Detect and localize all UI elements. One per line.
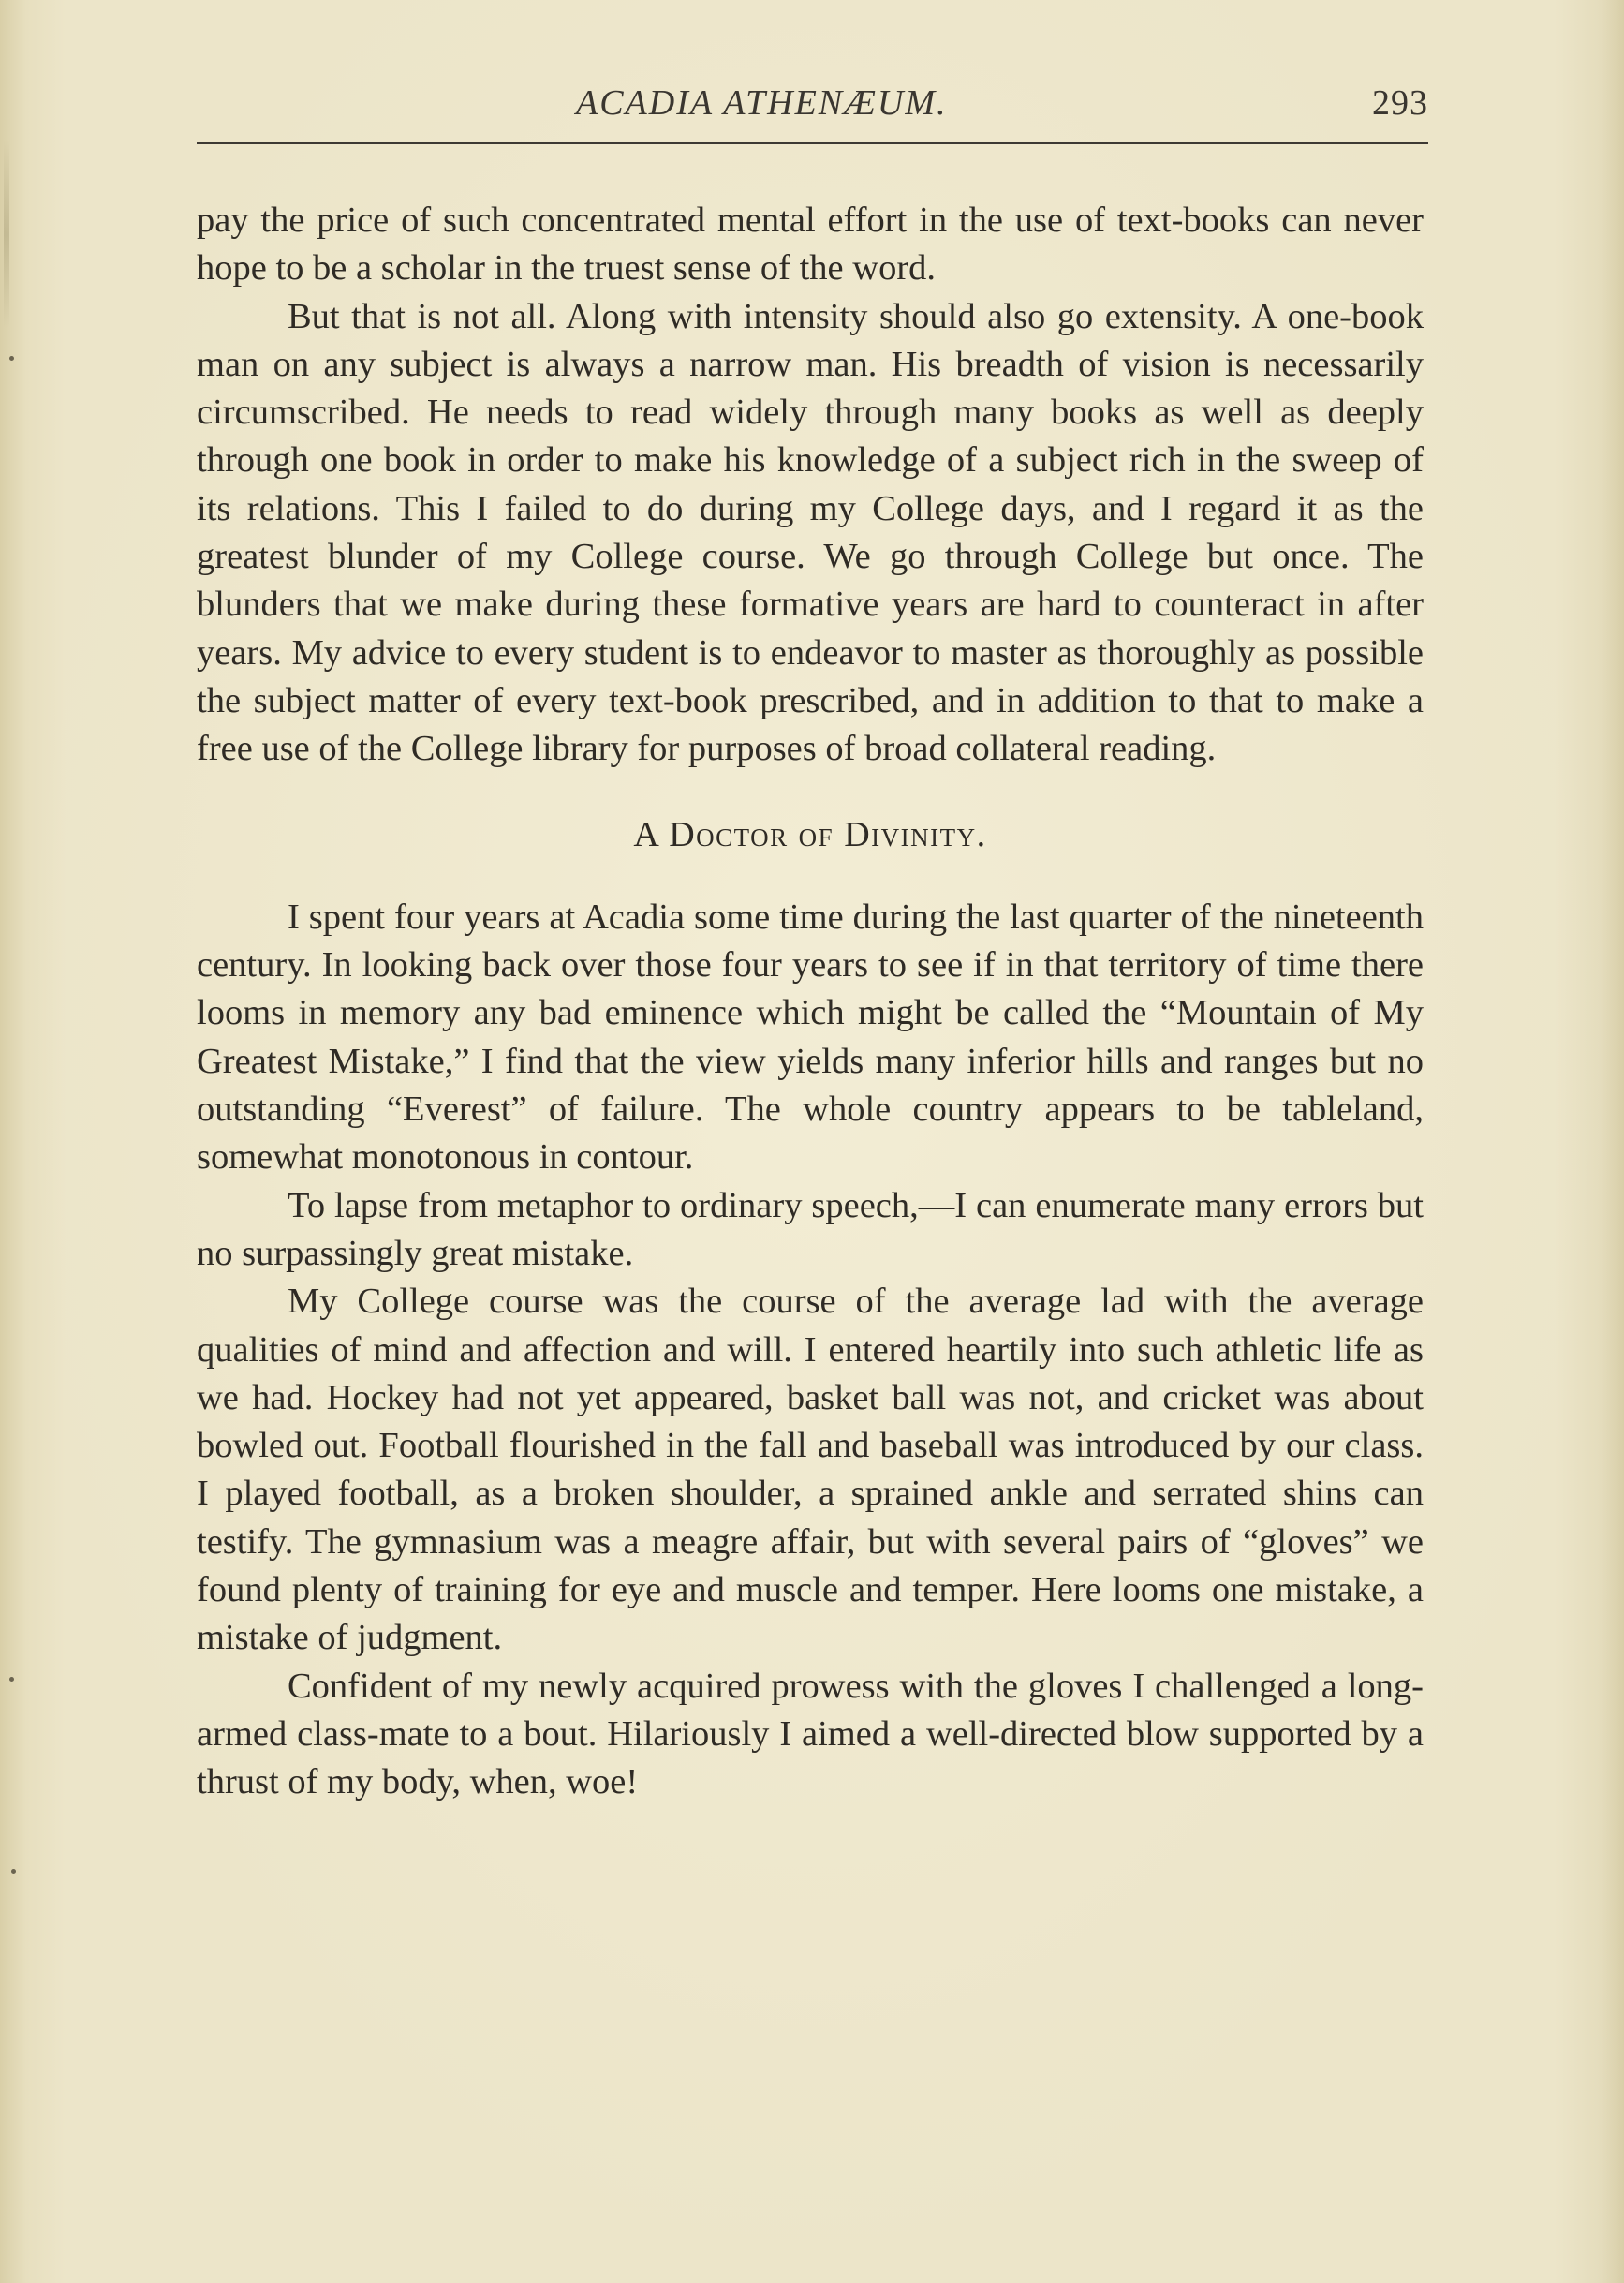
section-heading: A Doctor of Divinity. <box>633 814 987 854</box>
paragraph: I spent four years at Acadia some time during the last quarter of the nineteenth century. In looking back over those four years to see if in that territory of time there looms in memory any bad eminence which might be called the “Mountain of My Greatest Mistake,” I find that the view yields many inferior hills and ranges but no outstanding “Everest” of failure. The whole country appears to be tableland, somewhat monotonous in contour. <box>197 897 1424 1178</box>
paper-speck <box>9 356 14 361</box>
paper-speck <box>11 1869 16 1874</box>
paragraph: pay the price of such concentrated mental effort in the use of text-books can never hope to be a scholar in the truest sense of the word. <box>197 200 1424 289</box>
page-number: 293 <box>1372 83 1428 123</box>
paragraph: Confident of my newly acquired prowess with the gloves I challenged a long-armed class-mate to a bout. Hilariously I aimed a well-directed blow supported by a thrust of my body, when, woe! <box>197 1666 1424 1802</box>
body-text <box>197 197 1424 1807</box>
paragraph: But that is not all. Along with intensity should also go extensity. A one-book man on any subject is always a narrow man. His breadth of vision is necessarily circumscribed. He needs to read widely through many books as well as deeply through one book in order to make his knowledge of a subject rich in the sweep of its relations. This I failed to do during my College days, and I regard it as the greatest blunder of my College course. We go through College but once. The blunders that we make during these formative years are hard to counteract in after years. My advice to every student is to endeavor to master as thoroughly as possible the subject matter of every text-book prescribed, and in addition to that to make a free use of the College library for purposes of broad collateral reading. <box>197 296 1424 769</box>
header-rule <box>197 142 1428 144</box>
paragraph: My College course was the course of the average lad with the average qualities of mind and affection and will. I entered heartily into such athletic life as we had. Hockey had not yet appeared, basket ball was not, and cricket was about bowled out. Football flourished in the fall and baseball was introduced by our class. I played football, as a broken shoulder, a sprained ankle and serrated shins can testify. The gymnasium was a meagre affair, but with several pairs of “gloves” we found plenty of training for eye and muscle and temper. Here looms one mistake, a mistake of judgment. <box>197 1282 1424 1658</box>
running-header <box>197 82 1428 139</box>
running-title: ACADIA ATHENÆUM. <box>576 83 948 123</box>
paragraph: To lapse from metaphor to ordinary speech,—I can enumerate many errors but no surpassingly great mistake. <box>197 1185 1424 1273</box>
paper-speck <box>9 1677 14 1682</box>
page-edge-shadow <box>4 141 9 328</box>
